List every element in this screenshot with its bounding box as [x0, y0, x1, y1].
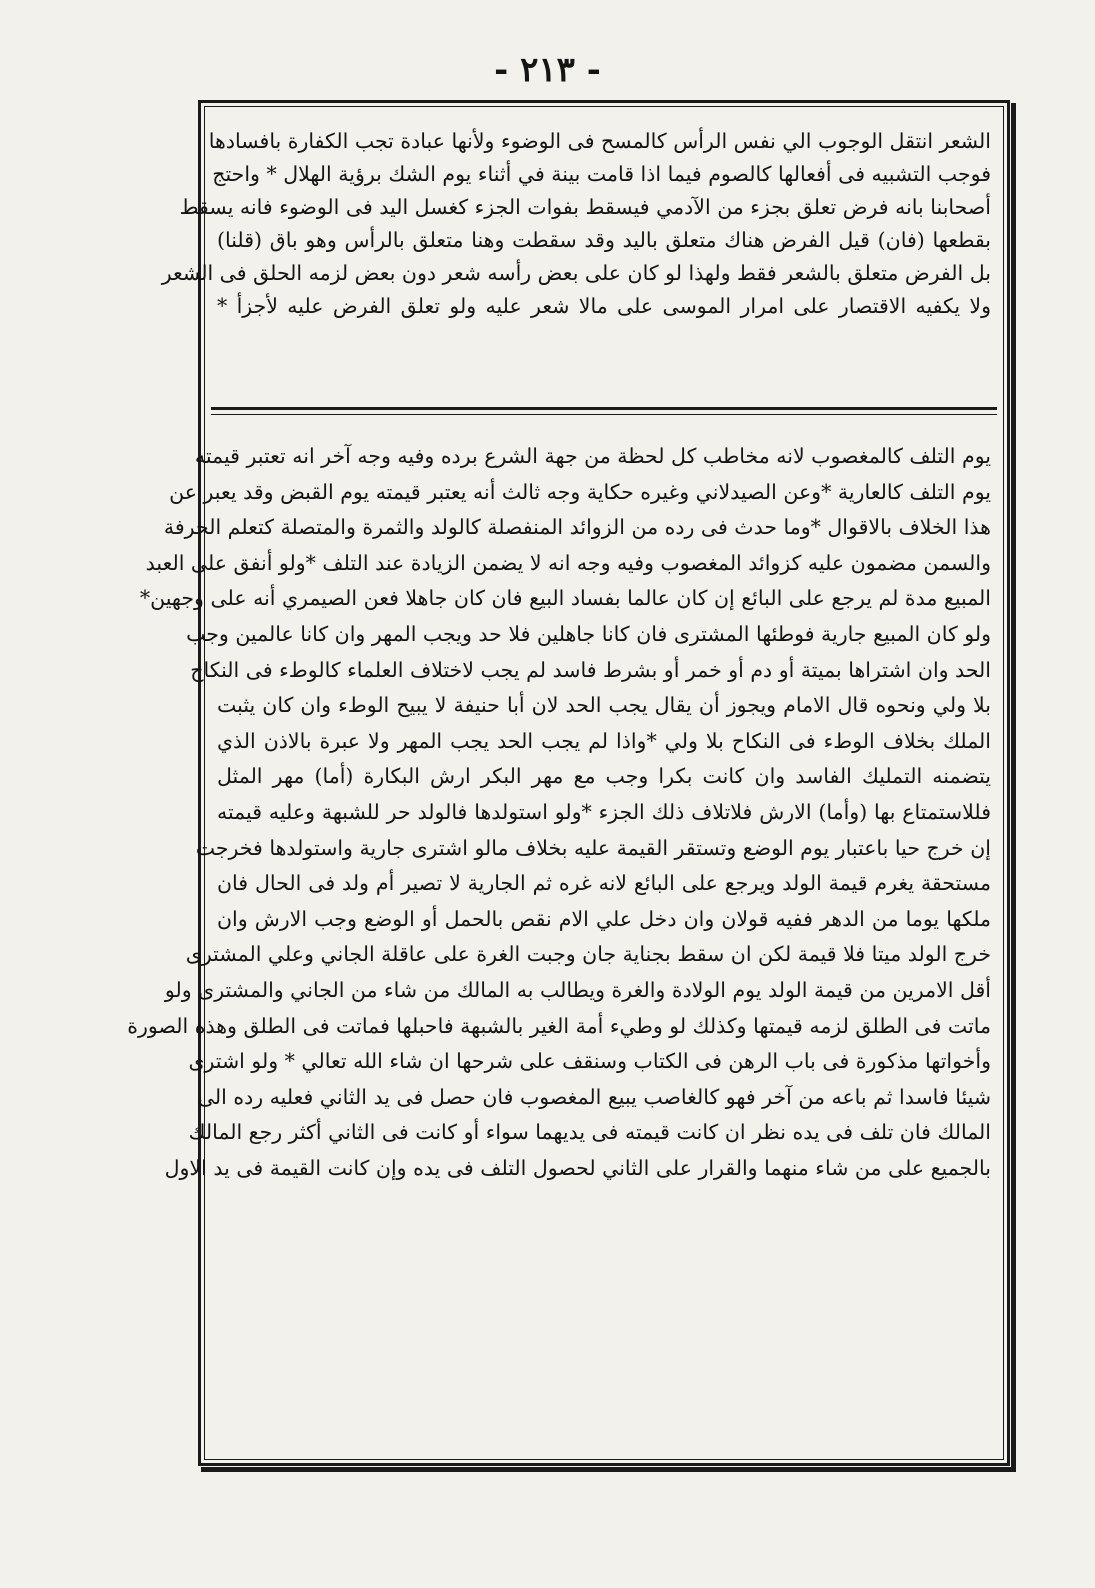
page-number: - ٢١٣ -: [494, 50, 601, 90]
text-line: المالك فان تلف فى يده نظر ان كانت قيمته فى يديهما سواء أو كانت فى الثاني أكثر رجع المالك: [188, 1120, 991, 1145]
text-line: بل الفرض متعلق بالشعر فقط ولهذا لو كان على بعض رأسه شعر دون بعض لزمه الحلق فى الشعر: [161, 261, 991, 285]
text-line: الملك بخلاف الوطء فى النكاح بلا ولي *واذا لم يجب الحد يجب المهر ولا عبرة بالاذن الذي: [217, 728, 991, 753]
text-line: وأخواتها مذكورة فى باب الرهن فى الكتاب وسنقف على شرحها ان شاء الله تعالي * ولو اشترى: [188, 1049, 991, 1074]
text-line: خرج الولد ميتا فلا قيمة لكن ان سقط بجناية جان وجبت الغرة على عاقلة الجاني وعلي المشترى: [185, 942, 991, 967]
lower-text-block: [127, 439, 991, 1186]
frame-shadow-rule-bottom: [201, 1467, 1016, 1472]
text-line: ولو كان المبيع جارية فوطئها المشترى فان كانا جاهلين فلا حد ويجب المهر وان كانا عالمين وجب: [186, 621, 991, 646]
text-line: بالجميع على من شاء منهما والقرار على الثاني لحصول التلف فى يده وإن كانت القيمة فى يد الاول: [164, 1155, 991, 1180]
text-line: المبيع مدة لم يرجع على البائع إن كان عالما بفساد البيع فان كان جاهلا فعن الصيمري أنه على وجهين*: [139, 586, 991, 611]
text-line: ولا يكفيه الاقتصار على امرار الموسى على مالا شعر عليه ولو تعلق الفرض عليه لأجزأ *: [217, 294, 991, 318]
text-line: يتضمنه التمليك الفاسد وان كانت بكرا وجب مع مهر البكر ارش البكارة (أما) مهر المثل: [217, 764, 991, 789]
text-line: مستحقة يغرم قيمة الولد ويرجع على البائع لانه غره ثم الجارية لا تصير أم ولد فى الحال فان: [217, 871, 991, 896]
text-line: إن خرج حيا باعتبار يوم الوضع وتستقر القيمة عليه بخلاف مالو اشترى جارية واستولدها فخرجت: [195, 835, 991, 860]
text-line: أقل الامرين من قيمة الولد يوم الولادة والغرة ويطالب به المالك من شاء من الجاني والمشترى ولو: [164, 977, 991, 1002]
frame-shadow-rule-right: [1011, 103, 1016, 1469]
text-line: الشعر انتقل الوجوب الي نفس الرأس كالمسح فى الوضوء ولأنها عبادة تجب الكفارة بافسادها: [208, 129, 991, 153]
text-line: ملكها يوما من الدهر ففيه قولان وان دخل علي الام نقص بالحمل أو الوضع وجب الارش وان: [217, 906, 991, 931]
text-line: والسمن مضمون عليه كزوائد المغصوب وفيه وجه انه لا يضمن الزيادة عند التلف *ولو أنفق على العبد: [145, 550, 991, 575]
text-line: ماتت فى الطلق لزمه قيمتها وكذلك لو وطيء أمة الغير بالشبهة فاحبلها فماتت فى الطلق وهذه الصورة: [127, 1013, 991, 1038]
text-line: الحد وان اشتراها بميتة أو دم أو خمر أو بشرط فاسد لم يجب لاختلاف العلماء كالوطء فى النكاح: [190, 657, 991, 682]
text-line: بقطعها (فان) قيل الفرض هناك متعلق باليد وقد سقطت وهنا متعلق بالرأس وهو باق (قلنا): [217, 228, 991, 252]
section-separator: [211, 407, 997, 410]
text-line: بلا ولي ونحوه قال الامام ويجوز أن يقال يجب الحد لان أبا حنيفة لا يبيح الوطء وان كان يثبت: [217, 693, 991, 718]
text-line: يوم التلف كالعارية *وعن الصيدلاني وغيره حكاية وجه ثالث أنه يعتبر قيمته يوم القبض وقد يعبر عن: [169, 479, 991, 504]
text-line: يوم التلف كالمغصوب لانه مخاطب كل لحظة من جهة الشرع برده وفيه وجه آخر انه تعتبر قيمته: [194, 444, 991, 468]
text-line: شيئا فاسدا ثم باعه من آخر فهو كالغاصب يبيع المغصوب فان حصل فى يد الثاني فعليه رده الى: [197, 1084, 991, 1109]
text-line: هذا الخلاف بالاقوال *وما حدث فى رده من الزوائد المنفصلة كالولد والثمرة والمتصلة كتعلم الحرفة: [163, 515, 991, 540]
text-line: فللاستمتاع بها (وأما) الارش فلاتلاف ذلك الجزء *ولو استولدها فالولد حر للشبهة وعليه قيمته: [217, 799, 991, 824]
text-line: فوجب التشبيه فى أفعالها كالصوم فيما اذا قامت بينة في أثناء يوم الشك برؤية الهلال * واحتج: [212, 162, 991, 186]
text-frame: [127, 100, 1010, 1466]
text-line: أصحابنا بانه فرض تعلق بجزء من الآدمي فيسقط بفوات الجزء كغسل اليد فى الوضوء فانه يسقط: [179, 195, 991, 219]
upper-text-block: [161, 125, 991, 323]
